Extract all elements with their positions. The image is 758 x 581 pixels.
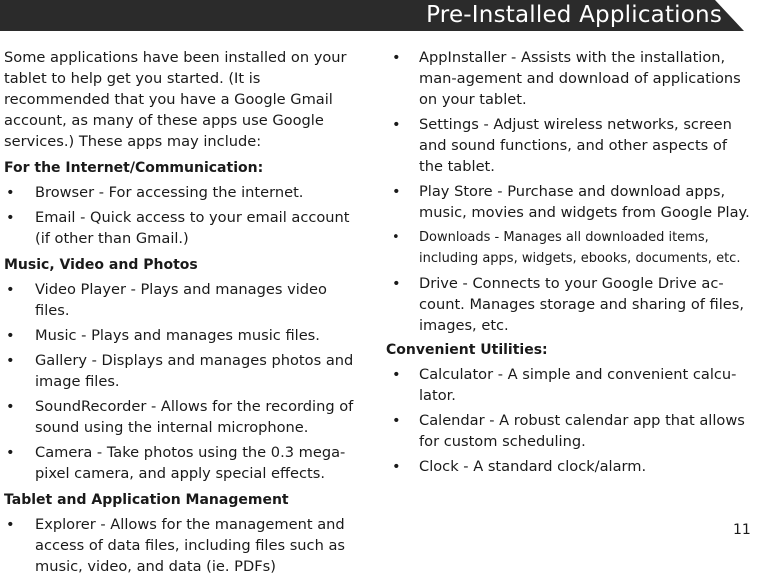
- list-item: [386, 114, 752, 177]
- list-item: [4, 207, 364, 249]
- section-title-utilities: Convenient Utilities:: [386, 342, 548, 358]
- bullet-icon: •: [392, 458, 401, 475]
- list-item: [386, 364, 752, 406]
- item-text: Calendar - A robust calendar app that allows for custom scheduling.: [419, 412, 745, 450]
- page-title: Pre-Installed Applications: [426, 2, 722, 28]
- bullet-icon: •: [392, 183, 401, 200]
- section-title-media: Music, Video and Photos: [4, 257, 198, 273]
- bullet-icon: •: [6, 184, 15, 201]
- item-text: Browser - For accessing the internet.: [35, 184, 304, 201]
- bullet-icon: •: [6, 398, 15, 415]
- item-text: Camera - Take photos using the 0.3 mega-pixel camera, and apply special effects.: [35, 444, 346, 482]
- item-text: Downloads - Manages all downloaded items, including apps, widgets, ebooks, documents, etc.: [419, 230, 741, 266]
- list-item: [4, 396, 364, 438]
- item-text: AppInstaller - Assists with the installation, man-agement and download of applications on your tablet.: [419, 49, 741, 108]
- section-title-management: Tablet and Application Management: [4, 492, 289, 508]
- item-text: Settings - Adjust wireless networks, screen and sound functions, and other aspects of the tablet.: [419, 116, 732, 175]
- bullet-icon: •: [6, 352, 15, 369]
- bullet-icon: •: [6, 327, 15, 344]
- left-column: [4, 47, 364, 581]
- page-number: 11: [733, 522, 751, 538]
- media-list: [4, 279, 364, 484]
- management-list: [4, 514, 364, 577]
- list-item: [386, 181, 752, 223]
- list-item: [386, 273, 752, 336]
- item-text: Music - Plays and manages music files.: [35, 327, 320, 344]
- list-item: [4, 350, 364, 392]
- list-item: [4, 325, 364, 346]
- right-column: [386, 47, 752, 481]
- bullet-icon: •: [392, 49, 401, 66]
- management-list-continued: [386, 47, 752, 336]
- bullet-icon: •: [392, 412, 401, 429]
- item-text: Clock - A standard clock/alarm.: [419, 458, 647, 475]
- bullet-icon: •: [392, 116, 401, 133]
- item-text: Gallery - Displays and manages photos and image files.: [35, 352, 354, 390]
- item-text: Play Store - Purchase and download apps, music, movies and widgets from Google Play.: [419, 183, 750, 221]
- item-text: Explorer - Allows for the management and access of data files, including files such as music, video, and data (ie. PDFs): [35, 516, 346, 575]
- intro-paragraph: Some applications have been installed on your tablet to help get you started. (It is recommended that you have a Google Gmail account, as many of these apps use Google services.) These apps may include:: [4, 49, 347, 150]
- bullet-icon: •: [6, 444, 15, 461]
- list-item: [4, 279, 364, 321]
- item-text: Calculator - A simple and convenient calcu-lator.: [419, 366, 737, 404]
- bullet-icon: •: [6, 209, 15, 226]
- bullet-icon: •: [392, 230, 400, 245]
- section-title-internet: For the Internet/Communication:: [4, 160, 264, 176]
- item-text: Video Player - Plays and manages video files.: [35, 281, 327, 319]
- item-text: Email - Quick access to your email account (if other than Gmail.): [35, 209, 350, 247]
- list-item: [386, 456, 752, 477]
- list-item: [386, 410, 752, 452]
- item-text: Drive - Connects to your Google Drive ac-count. Manages storage and sharing of files, images, etc.: [419, 275, 745, 334]
- item-text: SoundRecorder - Allows for the recording of sound using the internal microphone.: [35, 398, 354, 436]
- list-item: [386, 47, 752, 110]
- list-item: [4, 182, 364, 203]
- utilities-list: [386, 364, 752, 477]
- list-item: [386, 227, 752, 269]
- internet-list: [4, 182, 364, 249]
- bullet-icon: •: [6, 516, 15, 533]
- bullet-icon: •: [392, 366, 401, 383]
- list-item: [4, 514, 364, 577]
- list-item: [4, 442, 364, 484]
- bullet-icon: •: [6, 281, 15, 298]
- bullet-icon: •: [392, 275, 401, 292]
